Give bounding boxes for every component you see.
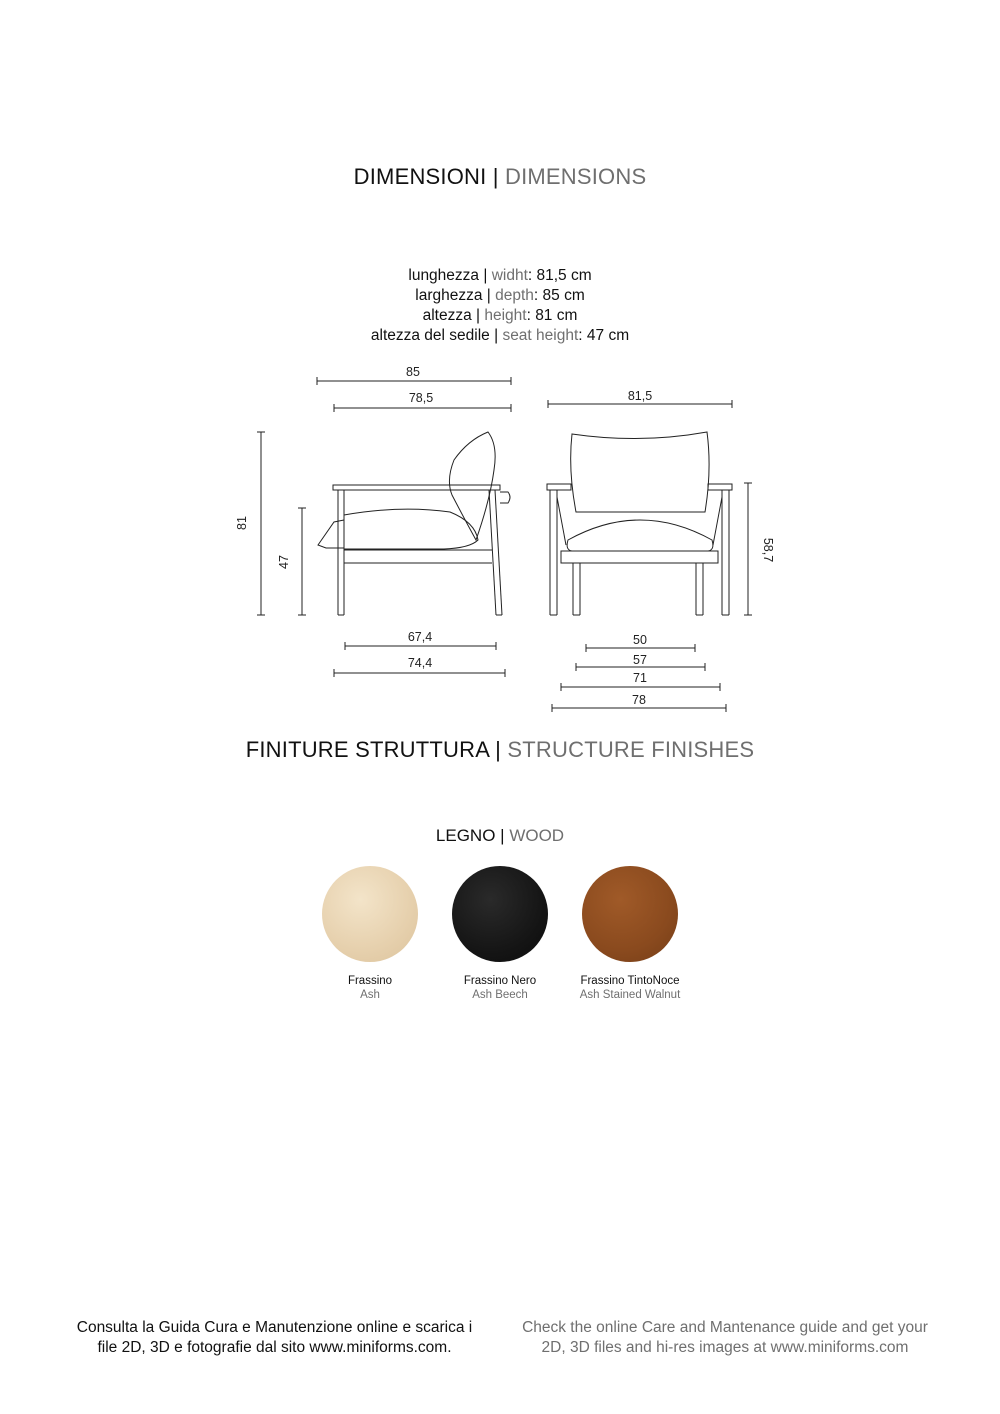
dim-label-front-w4: 78: [632, 693, 646, 707]
finish-name-it: Frassino TintoNoce: [580, 975, 680, 987]
dim-label-side-depth: 85: [406, 365, 420, 379]
footer-it-line2: file 2D, 3D e fotografie dal sito www.miniforms.com.: [97, 1339, 452, 1356]
finish-name-en: Ash Stained Walnut: [579, 989, 681, 1001]
wood-heading-it: LEGNO: [435, 826, 496, 845]
spec-value: : 81,5 cm: [527, 267, 592, 284]
spec-label-en: seat height: [502, 327, 579, 344]
spec-seat-height: altezza del sedile | seat height: 47 cm: [370, 327, 630, 344]
spec-label-it: lunghezza: [408, 267, 480, 284]
spec-depth: larghezza | depth: 85 cm: [415, 287, 585, 304]
spec-label-it: larghezza: [415, 287, 483, 304]
finishes-heading: [0, 737, 1000, 763]
footer-en-line1: Check the online Care and Mantenance guide and get your: [522, 1319, 928, 1336]
spec-label-it: altezza: [422, 307, 472, 324]
heading-separator: |: [486, 164, 505, 189]
swatch-ash-black: [452, 866, 548, 962]
footer-italian: [62, 1318, 487, 1358]
finishes-heading-it: FINITURE STRUTTURA: [245, 737, 489, 762]
footer-english: [505, 1318, 945, 1358]
front-view-chair: [547, 432, 732, 615]
dim-label-arm-height: 58,7: [761, 537, 775, 563]
side-view-chair: [318, 432, 510, 615]
spec-label-en: depth: [495, 287, 534, 304]
finish-name-en: Ash: [360, 989, 380, 1001]
front-dimension-lines: [548, 400, 752, 712]
finish-label-ash-stained-walnut: [550, 974, 710, 1002]
dim-label-seat-depth: 67,4: [407, 630, 433, 644]
finish-name-en: Ash Beech: [472, 989, 528, 1001]
spec-height: altezza | height: 81 cm: [422, 307, 578, 324]
dim-label-side-height: 81: [235, 516, 249, 530]
side-dimension-lines: [257, 377, 511, 677]
spec-value: : 47 cm: [578, 327, 630, 344]
heading-separator: |: [495, 826, 510, 845]
spec-width: lunghezza | widht: 81,5 cm: [408, 267, 592, 284]
swatch-ash: [322, 866, 418, 962]
footer-it-line1: Consulta la Guida Cura e Manutenzione online e scarica i: [76, 1319, 473, 1336]
spec-label-it: altezza del sedile: [370, 327, 490, 344]
swatch-ash-stained-walnut: [582, 866, 678, 962]
footer-en-line2: 2D, 3D files and hi-res images at www.miniforms.com: [541, 1339, 909, 1356]
dim-label-front-w3: 71: [633, 671, 647, 685]
finish-name-it: Frassino Nero: [463, 975, 537, 987]
dimensions-heading-en: DIMENSIONS: [504, 164, 647, 189]
dim-label-front-w2: 57: [633, 653, 647, 667]
spec-label-en: widht: [491, 267, 528, 284]
dim-label-front-w1: 50: [633, 633, 647, 647]
finish-name-it: Frassino: [347, 975, 393, 987]
wood-heading-en: WOOD: [509, 826, 565, 845]
spec-label-en: height: [484, 307, 527, 324]
dimensions-heading-it: DIMENSIONI: [353, 164, 487, 189]
dim-label-front-width: 81,5: [627, 389, 653, 403]
finishes-heading-en: STRUCTURE FINISHES: [507, 737, 755, 762]
dim-label-seat-height: 47: [277, 555, 291, 569]
wood-heading: [0, 826, 1000, 846]
spec-value: : 81 cm: [526, 307, 578, 324]
spec-value: : 85 cm: [533, 287, 585, 304]
dim-label-side-inner-depth: 78,5: [408, 391, 434, 405]
dim-label-leg-span: 74,4: [407, 656, 433, 670]
heading-separator: |: [488, 737, 508, 762]
